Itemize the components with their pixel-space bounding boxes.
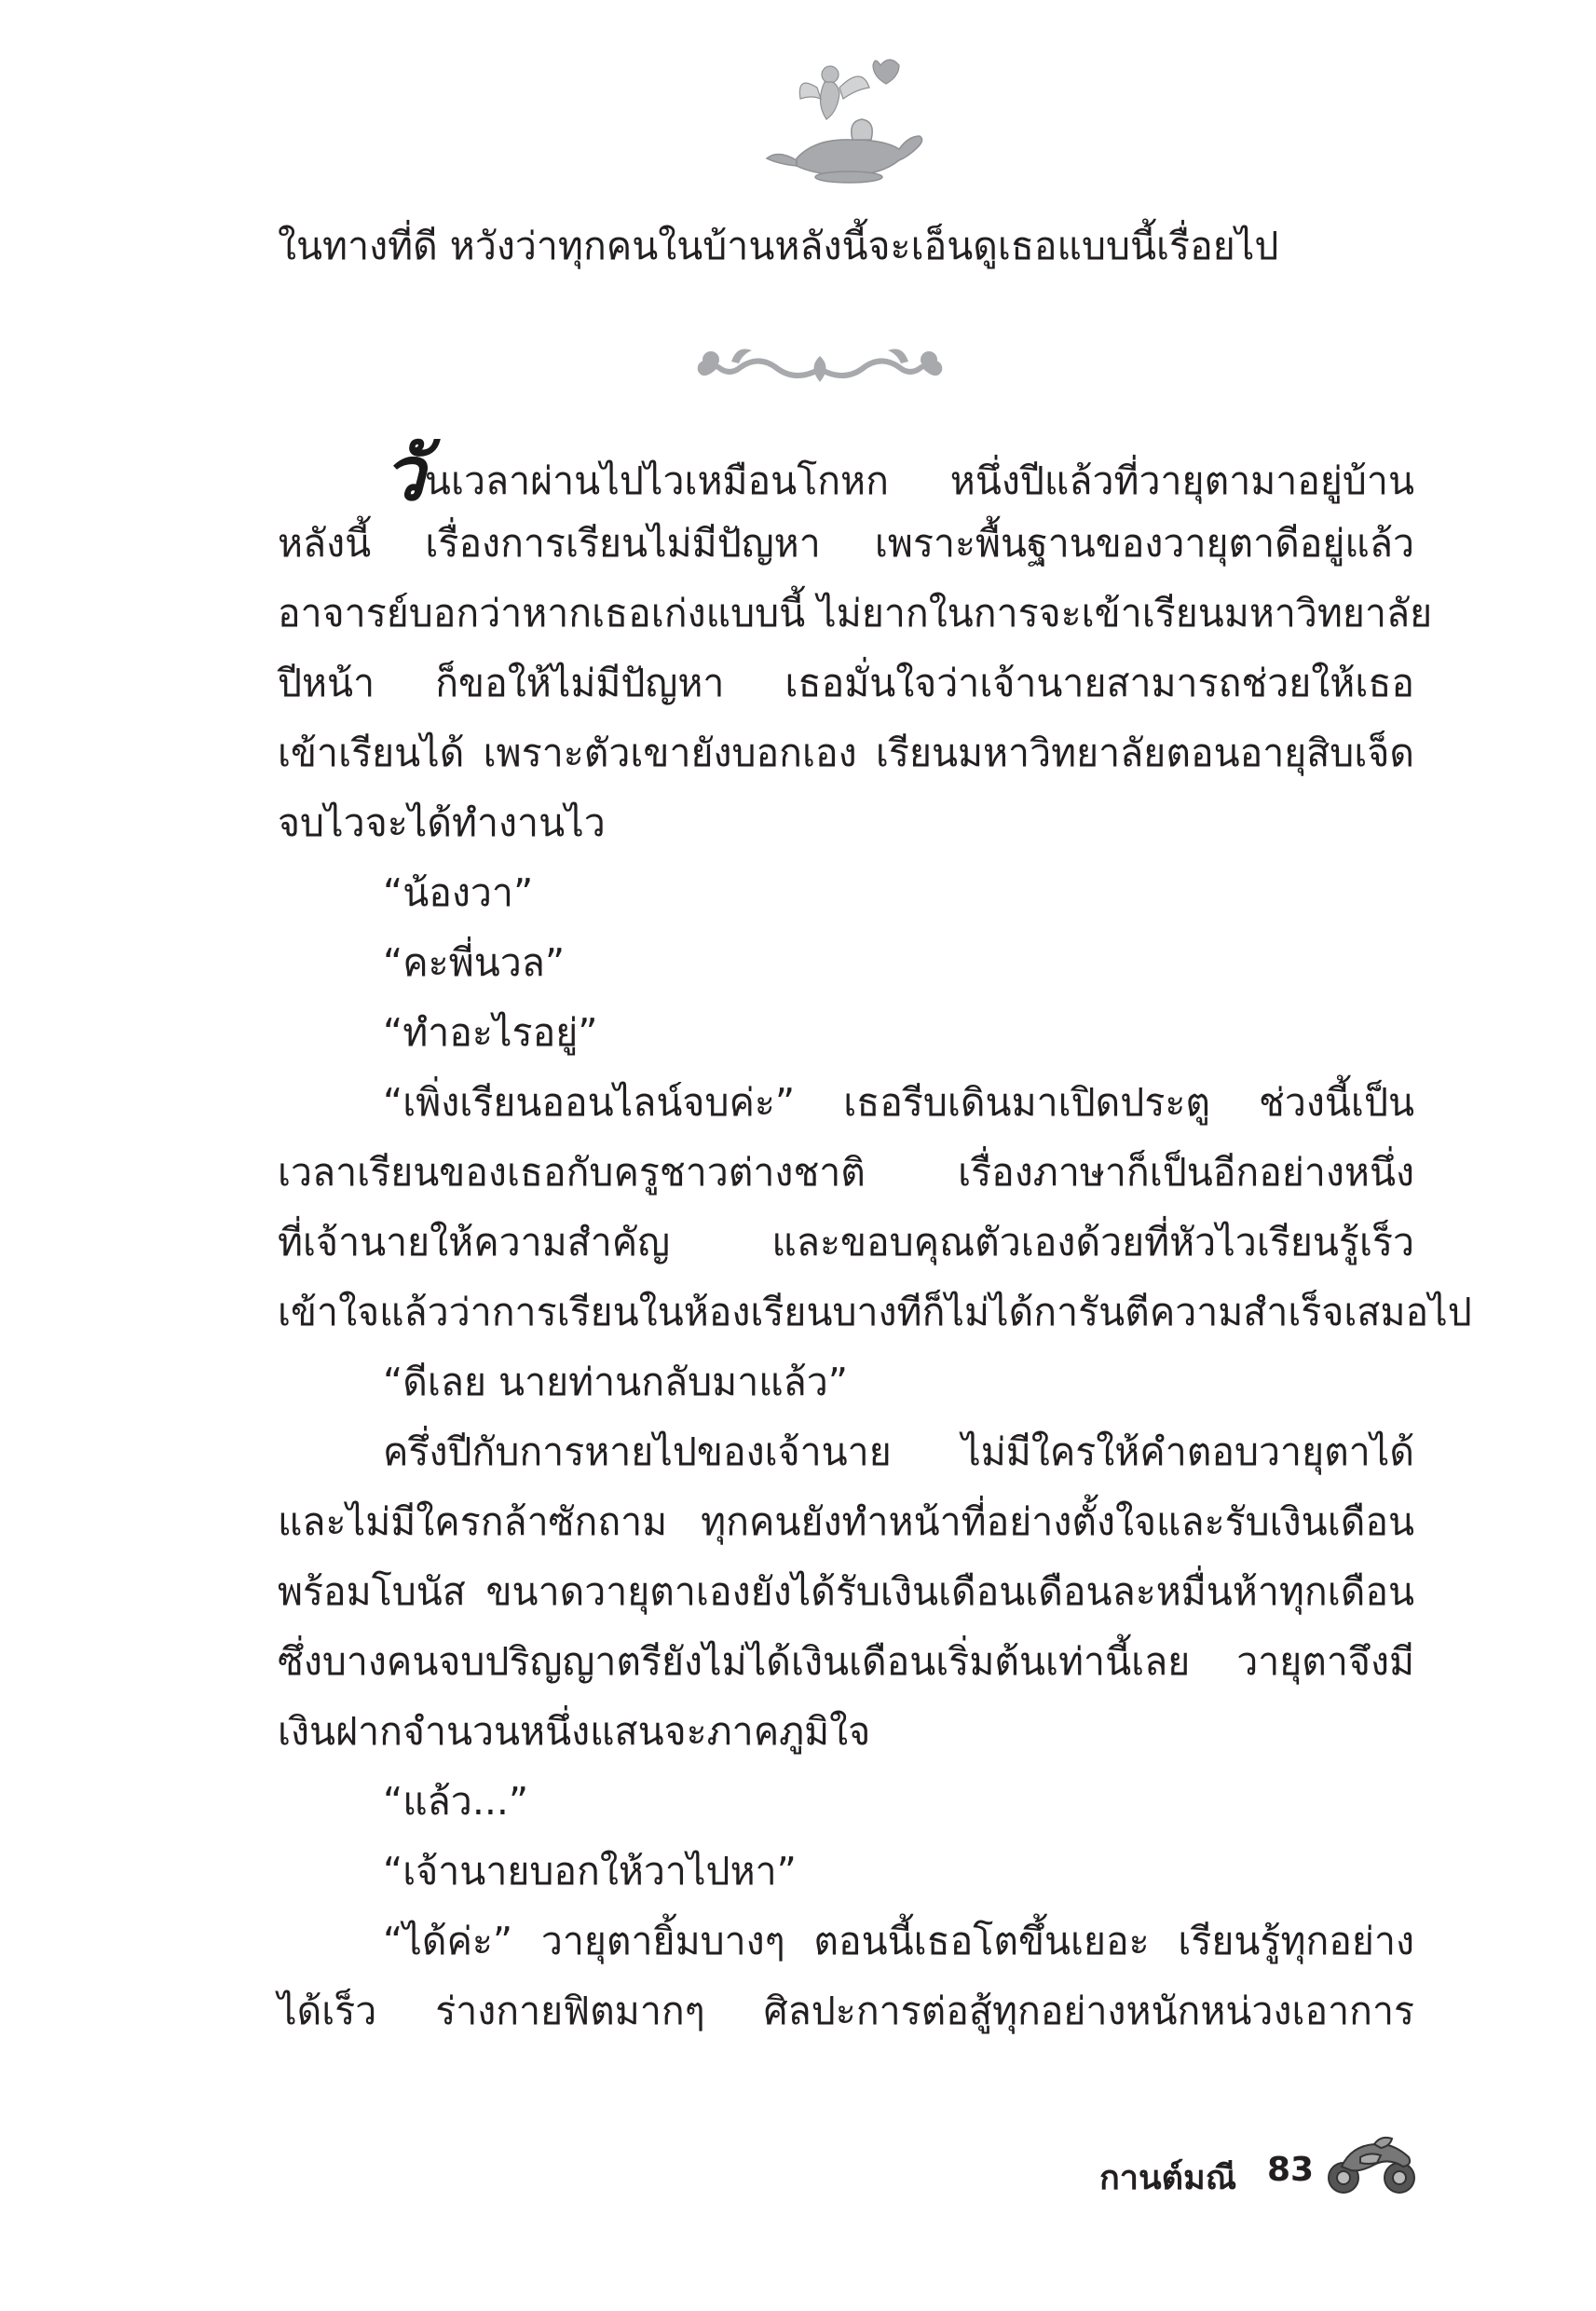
paragraph-line: วันเวลาผ่านไปไวเหมือนโกหก หนึ่งปีแล้วที่วายุตามาอยู่บ้าน <box>383 430 1414 517</box>
paragraph-line: และไม่มีใครกล้าซักถาม ทุกคนยังทำหน้าที่อย่างตั้งใจและรับเงินเดือน <box>278 1499 1414 1544</box>
paragraph-line: “เพิ่งเรียนออนไลน์จบค่ะ” เธอรีบเดินมาเปิดประตู ช่วงนี้เป็น <box>383 1080 1414 1125</box>
paragraph-line: เงินฝากจำนวนหนึ่งแสนจะภาคภูมิใจ <box>278 1709 871 1754</box>
paragraph-line: ได้เร็ว ร่างกายฟิตมากๆ ศิลปะการต่อสู้ทุกอย่างหนักหน่วงเอาการ <box>278 1989 1414 2033</box>
dialogue-line: “แล้ว...” <box>383 1779 529 1824</box>
page-number: 83 <box>1267 2151 1315 2189</box>
paragraph-line: พร้อมโบนัส ขนาดวายุตาเองยังได้รับเงินเดือนเดือนละหมื่นห้าทุกเดือน <box>278 1569 1414 1614</box>
paragraph-line: เข้าเรียนได้ เพราะตัวเขายังบอกเอง เรียนมหาวิทยาลัยตอนอายุสิบเจ็ด <box>278 731 1414 775</box>
paragraph-line: ครึ่งปีกับการหายไปของเจ้านาย ไม่มีใครให้คำตอบวายุตาได้ <box>383 1429 1414 1474</box>
footer-author-title: กานต์มณี <box>1099 2159 1237 2197</box>
dialogue-line: “เจ้านายบอกให้วาไปหา” <box>383 1849 797 1894</box>
magic-lamp-cupid-icon <box>759 47 927 186</box>
paragraph-line: ปีหน้า ก็ขอให้ไม่มีปัญหา เธอมั่นใจว่าเจ้านายสามารถช่วยให้เธอ <box>278 661 1414 705</box>
dialogue-line: “น้องวา” <box>383 870 534 915</box>
paragraph-line: จบไวจะได้ทำงานไว <box>278 800 606 845</box>
dialogue-line: “คะพี่นวล” <box>383 940 566 985</box>
paragraph-line: ซึ่งบางคนจบปริญญาตรียังไม่ได้เงินเดือนเริ่มต้นเท่านี้เลย วายุตาจึงมี <box>278 1639 1414 1684</box>
paragraph-line: หลังนี้ เรื่องการเรียนไม่มีปัญหา เพราะพื้นฐานของวายุตาดีอยู่แล้ว <box>278 521 1414 566</box>
motorcycle-icon <box>1323 2129 1421 2199</box>
paragraph-line: “ได้ค่ะ” วายุตายิ้มบางๆ ตอนนี้เธอโตขึ้นเยอะ เรียนรู้ทุกอย่าง <box>383 1919 1414 1963</box>
paragraph-line: อาจารย์บอกว่าหากเธอเก่งแบบนี้ ไม่ยากในการจะเข้าเรียนมหาวิทยาลัย <box>278 591 1433 636</box>
flourish-ornament-icon <box>694 334 946 399</box>
paragraph-line: เข้าใจแล้วว่าการเรียนในห้องเรียนบางทีก็ไม่ได้การันตีความสำเร็จเสมอไป <box>278 1290 1472 1334</box>
opening-line: ในทางที่ดี หวังว่าทุกคนในบ้านหลังนี้จะเอ็นดูเธอแบบนี้เรื่อยไป <box>278 224 1279 268</box>
dialogue-line: “ดีเลย นายท่านกลับมาแล้ว” <box>383 1360 849 1404</box>
paragraph-line: ที่เจ้านายให้ความสำคัญ และขอบคุณตัวเองด้วยที่หัวไวเรียนรู้เร็ว <box>278 1220 1414 1265</box>
drop-cap: วั <box>383 430 425 517</box>
dialogue-line: “ทำอะไรอยู่” <box>383 1010 598 1055</box>
paragraph-line: เวลาเรียนของเธอกับครูชาวต่างชาติ เรื่องภาษาก็เป็นอีกอย่างหนึ่ง <box>278 1150 1414 1195</box>
